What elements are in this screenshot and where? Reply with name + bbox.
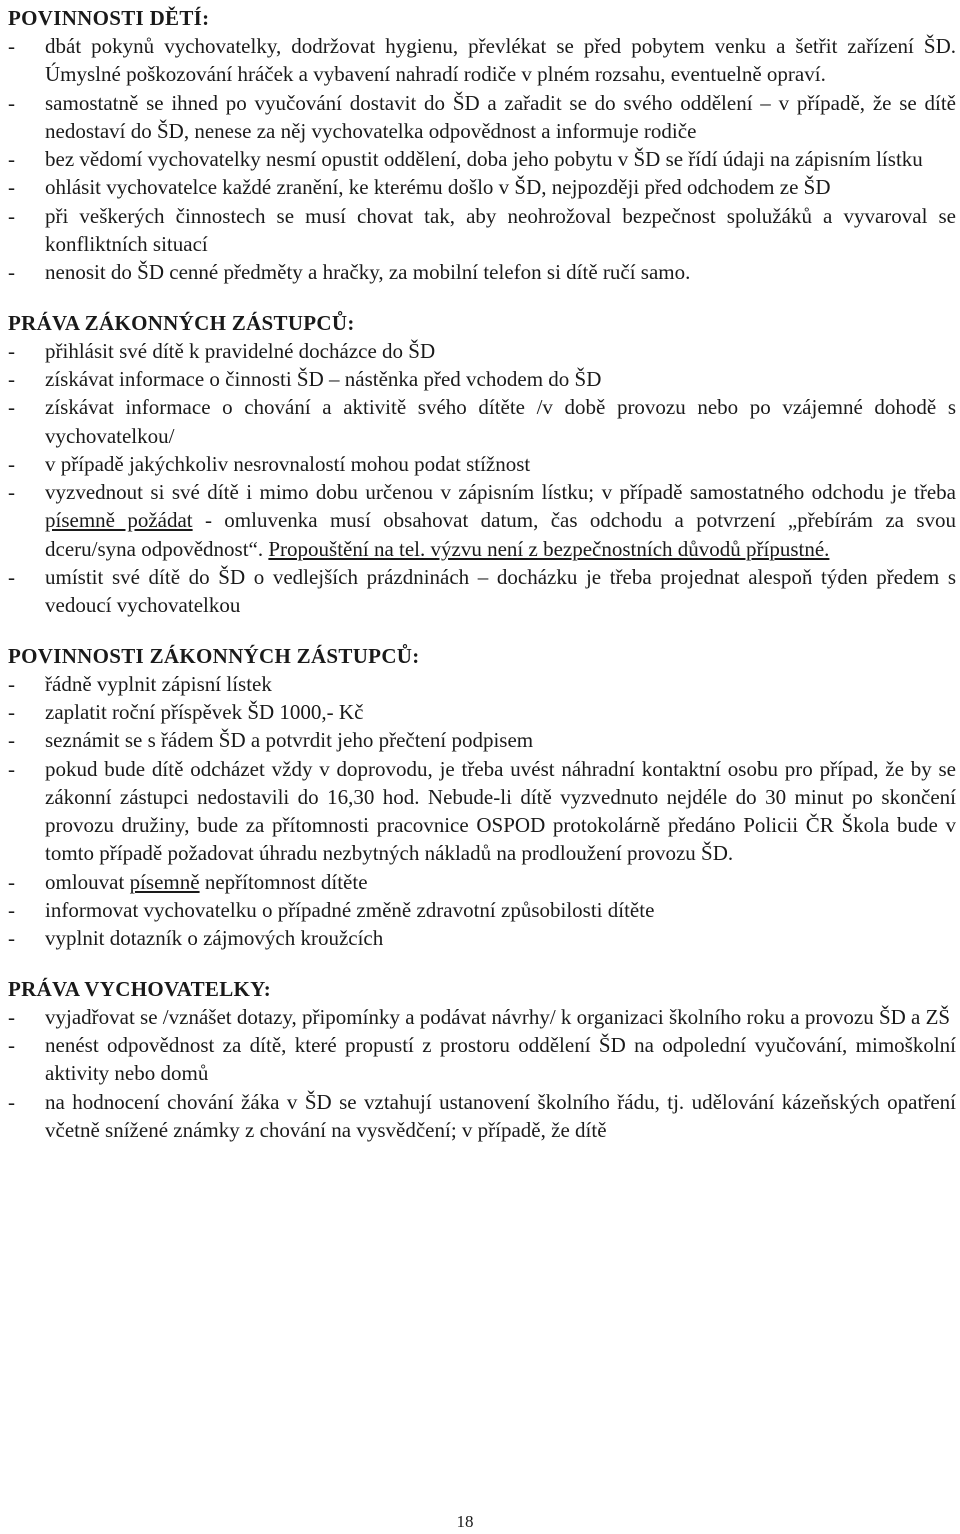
item-text: umístit své dítě do ŠD o vedlejších prázdninách – docházku je třeba projednat alespoň týden předem s vedoucí vychovatelkou — [45, 565, 956, 618]
item-text: vyplnit dotazník o zájmových kroužcích — [45, 926, 384, 951]
bullet-dash: - — [8, 1004, 15, 1029]
bullet-dash: - — [8, 756, 15, 781]
section-heading: PRÁVA VYCHOVATELKY: — [8, 976, 272, 1001]
item-text: nenosit do ŠD cenné předměty a hračky, za mobilní telefon si dítě ručí samo. — [45, 260, 691, 285]
item-text: při veškerých činnostech se musí chovat tak, aby neohrožoval bezpečnost spolužáků a vyvaroval se konfliktních situací — [45, 203, 956, 257]
item-text: - omluvenka musí obsahovat datum, čas odchodu a potvrzení „přebírám za svou dceru/syna odpovědnost“. — [45, 508, 956, 561]
bullet-dash: - — [8, 898, 15, 923]
list-item — [8, 337, 956, 365]
item-text: vyjadřovat se /vznášet dotazy, připomínky a podávat návrhy/ k organizaci školního roku a provozu ŠD a ZŠ — [45, 1004, 951, 1029]
list-item — [8, 1003, 956, 1031]
bullet-dash: - — [8, 1089, 15, 1114]
list-item — [8, 173, 956, 201]
item-text: získávat informace o chování a aktivitě svého dítěte /v době provozu nebo po vzájemné dohodě s vychovatelkou/ — [45, 395, 956, 448]
item-text: zaplatit roční příspěvek ŠD 1000,- Kč — [45, 699, 364, 724]
bullet-dash: - — [8, 699, 15, 724]
bullet-dash: - — [8, 366, 15, 391]
item-text: informovat vychovatelku o případné změně zdravotní způsobilosti dítěte — [45, 898, 655, 923]
bullet-dash: - — [8, 338, 15, 363]
list-item — [8, 393, 956, 450]
bullet-dash: - — [8, 671, 15, 696]
item-text: bez vědomí vychovatelky nesmí opustit oddělení, doba jeho pobytu v ŠD se řídí údaji na zápisním lístku — [45, 147, 923, 172]
list-item — [8, 32, 956, 89]
item-text: omlouvat — [45, 869, 130, 894]
bullet-dash: - — [8, 90, 15, 115]
item-text: ohlásit vychovatelce každé zranění, ke kterému došlo v ŠD, nejpozději před odchodem ze ŠD — [45, 175, 831, 200]
list-item — [8, 726, 956, 754]
list-item — [8, 1031, 956, 1088]
bullet-dash: - — [8, 203, 15, 228]
list-item — [8, 924, 956, 952]
list-item — [8, 896, 956, 924]
item-text: řádně vyplnit zápisní lístek — [45, 671, 272, 696]
item-text: dbát pokynů vychovatelky, dodržovat hygienu, převlékat se před pobytem venku a šetřit zařízení ŠD. Úmyslné poškozování hráček a vybavení nahradí rodiče v plném rozsahu, eventuelně opraví. — [45, 34, 956, 87]
list-item — [8, 258, 956, 286]
section-povinnosti-deti — [8, 4, 956, 287]
list-item — [8, 365, 956, 393]
section-prava-zakonnych-zastupcu — [8, 309, 956, 620]
bullet-dash: - — [8, 147, 15, 172]
bullet-dash: - — [8, 480, 15, 505]
bullet-dash: - — [8, 1032, 15, 1057]
list-item — [8, 1088, 956, 1145]
bullet-dash: - — [8, 175, 15, 200]
bullet-dash: - — [8, 565, 15, 590]
bullet-dash: - — [8, 869, 15, 894]
item-text: na hodnocení chování žáka v ŠD se vztahují ustanovení školního řádu, tj. udělování kázeňských opatření včetně snížené známky z chování na vysvědčení; v případě, že dítě — [45, 1089, 956, 1142]
section-heading: POVINNOSTI ZÁKONNÝCH ZÁSTUPCŮ: — [8, 643, 420, 668]
underlined-text: písemně — [129, 869, 200, 894]
list-item-excuse — [8, 868, 956, 896]
item-text: pokud bude dítě odcházet vždy v doprovodu, je třeba uvést náhradní kontaktní osobu pro případ, že by se zákonní zástupci nedostavili do 16,30 hod. Nebude-li dítě vyzvednuto nejdéle do 30 minut po skončení provozu družiny, bude za přítomnosti pracovnice OSPOD protokolárně předáno Policii ČR Škola bude v tomto případě požadovat úhradu nezbytných nákladů na prodloužení provozu ŠD. — [45, 756, 956, 866]
list-item — [8, 755, 956, 868]
item-text: samostatně se ihned po vyučování dostavit do ŠD a zařadit se do svého oddělení – v případě, že se dítě nedostaví do ŠD, nenese za něj vychovatelka odpovědnost a informuje rodiče — [45, 90, 956, 143]
bullet-dash: - — [8, 451, 15, 476]
item-list — [8, 670, 956, 953]
bullet-dash: - — [8, 395, 15, 420]
section-povinnosti-zakonnych-zastupcu — [8, 642, 956, 953]
bullet-dash: - — [8, 34, 15, 58]
list-item — [8, 450, 956, 478]
item-text: v případě jakýchkoliv nesrovnalostí mohou podat stížnost — [45, 451, 531, 476]
list-item — [8, 145, 956, 173]
underlined-text: písemně požádat — [45, 508, 193, 533]
item-text: seznámit se s řádem ŠD a potvrdit jeho přečtení podpisem — [45, 728, 534, 753]
item-text: získávat informace o činnosti ŠD – nástěnka před vchodem do ŠD — [45, 366, 602, 391]
bullet-dash: - — [8, 926, 15, 951]
item-text: přihlásit své dítě k pravidelné docházce do ŠD — [45, 338, 436, 363]
item-text: vyzvednout si své dítě i mimo dobu určenou v zápisním lístku; v případě samostatného odchodu je třeba — [45, 480, 956, 505]
item-text: nepřítomnost dítěte — [199, 869, 368, 894]
list-item — [8, 89, 956, 146]
list-item — [8, 202, 956, 259]
bullet-dash: - — [8, 728, 15, 753]
section-prava-vychovatelky — [8, 975, 956, 1144]
page-number: 18 — [456, 1512, 474, 1531]
item-list — [8, 337, 956, 620]
item-list — [8, 32, 956, 287]
section-heading: POVINNOSTI DĚTÍ: — [8, 6, 210, 30]
bullet-dash: - — [8, 260, 15, 285]
underlined-text: Propouštění na tel. výzvu není z bezpečnostních důvodů přípustné. — [268, 536, 830, 561]
document-page — [8, 4, 956, 1144]
list-item — [8, 670, 956, 698]
item-text: nenést odpovědnost za dítě, které propustí z prostoru oddělení ŠD na odpolední vyučování, mimoškolní aktivity nebo domů — [45, 1032, 956, 1086]
list-item-pickup — [8, 478, 956, 563]
list-item — [8, 563, 956, 620]
section-heading: PRÁVA ZÁKONNÝCH ZÁSTUPCŮ: — [8, 310, 355, 335]
list-item — [8, 698, 956, 726]
item-list — [8, 1003, 956, 1144]
